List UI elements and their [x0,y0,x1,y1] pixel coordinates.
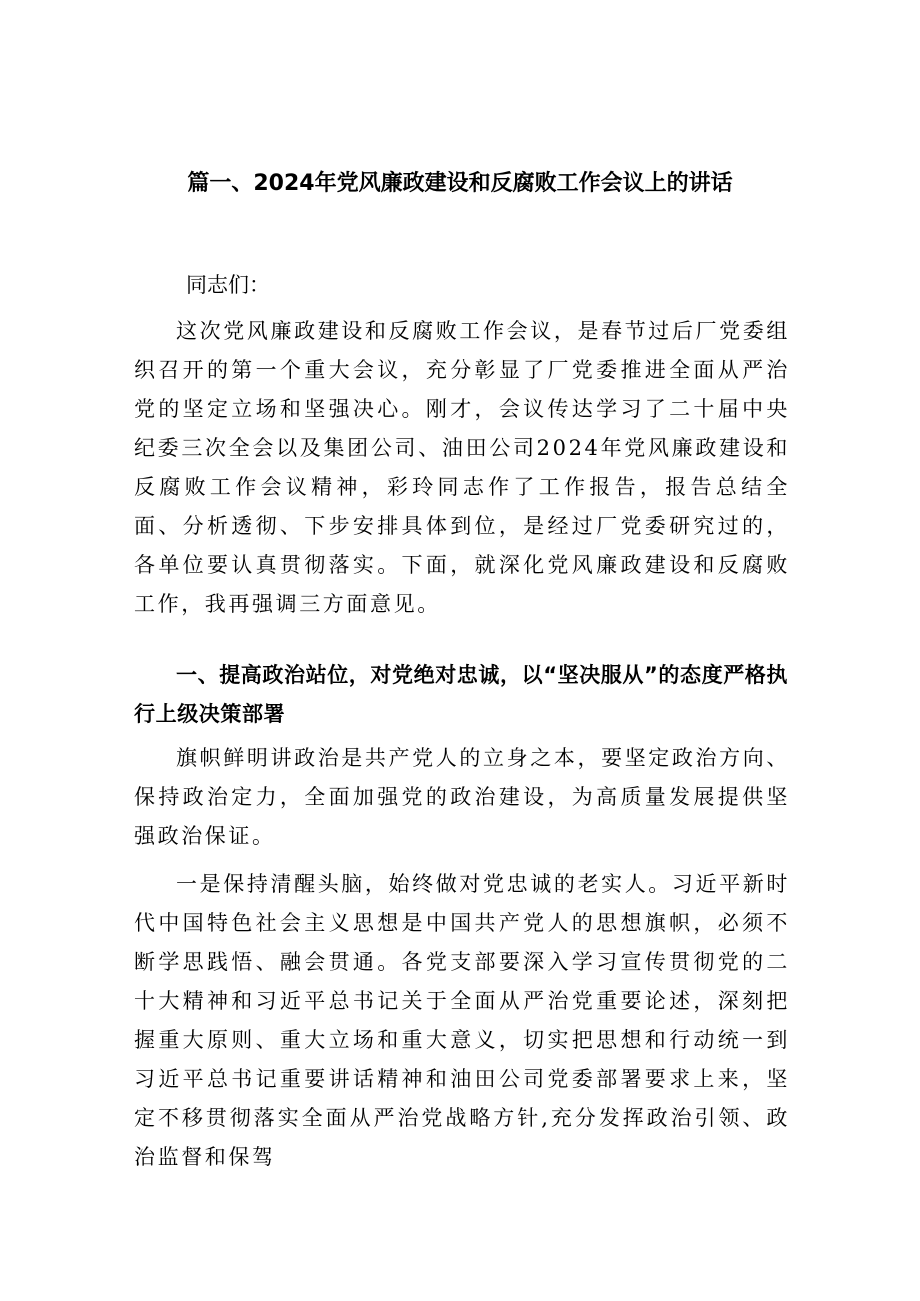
paragraph-intro: 这次党风廉政建设和反腐败工作会议，是春节过后厂党委组织召开的第一个重大会议，充分彰显了厂党委推进全面从严治党的坚定立场和坚强决心。刚才，会议传达学习了二十届中央纪委三次全会以及集团公司、油田公司2024年党风廉政建设和反腐败工作会议精神，彩玲同志作了工作报告，报告总结全面、分析透彻、下步安排具体到位，是经过厂党委研究过的，各单位要认真贯彻落实。下面，就深化党风廉政建设和反腐败工作，我再强调三方面意见。 [134,319,790,616]
greeting: 同志们： [186,273,270,297]
paragraph-point-one: 一是保持清醒头脑，始终做对党忠诚的老实人。习近平新时代中国特色社会主义思想是中国共产党人的思想旗帜，必须不断学思践悟、融会贯通。各党支部要深入学习宣传贯彻党的二十大精神和习近平总书记关于全面从严治党重要论述，深刻把握重大原则、重大立场和重大意义，切实把思想和行动统一到习近平总书记重要讲话精神和油田公司党委部署要求上来，坚定不移贯彻落实全面从严治党战略方针,充分发挥政治引领、政治监督和保驾 [134,872,790,1169]
section-heading-1: 一、提高政治站位，对党绝对忠诚，以“坚决服从”的态度严格执行上级决策部署 [134,663,789,726]
document-title: 篇一、2024年党风廉政建设和反腐败工作会议上的讲话 [187,171,733,196]
paragraph-politics: 旗帜鲜明讲政治是共产党人的立身之本，要坚定政治方向、保持政治定力，全面加强党的政治建设，为高质量发展提供坚强政治保证。 [134,746,790,848]
